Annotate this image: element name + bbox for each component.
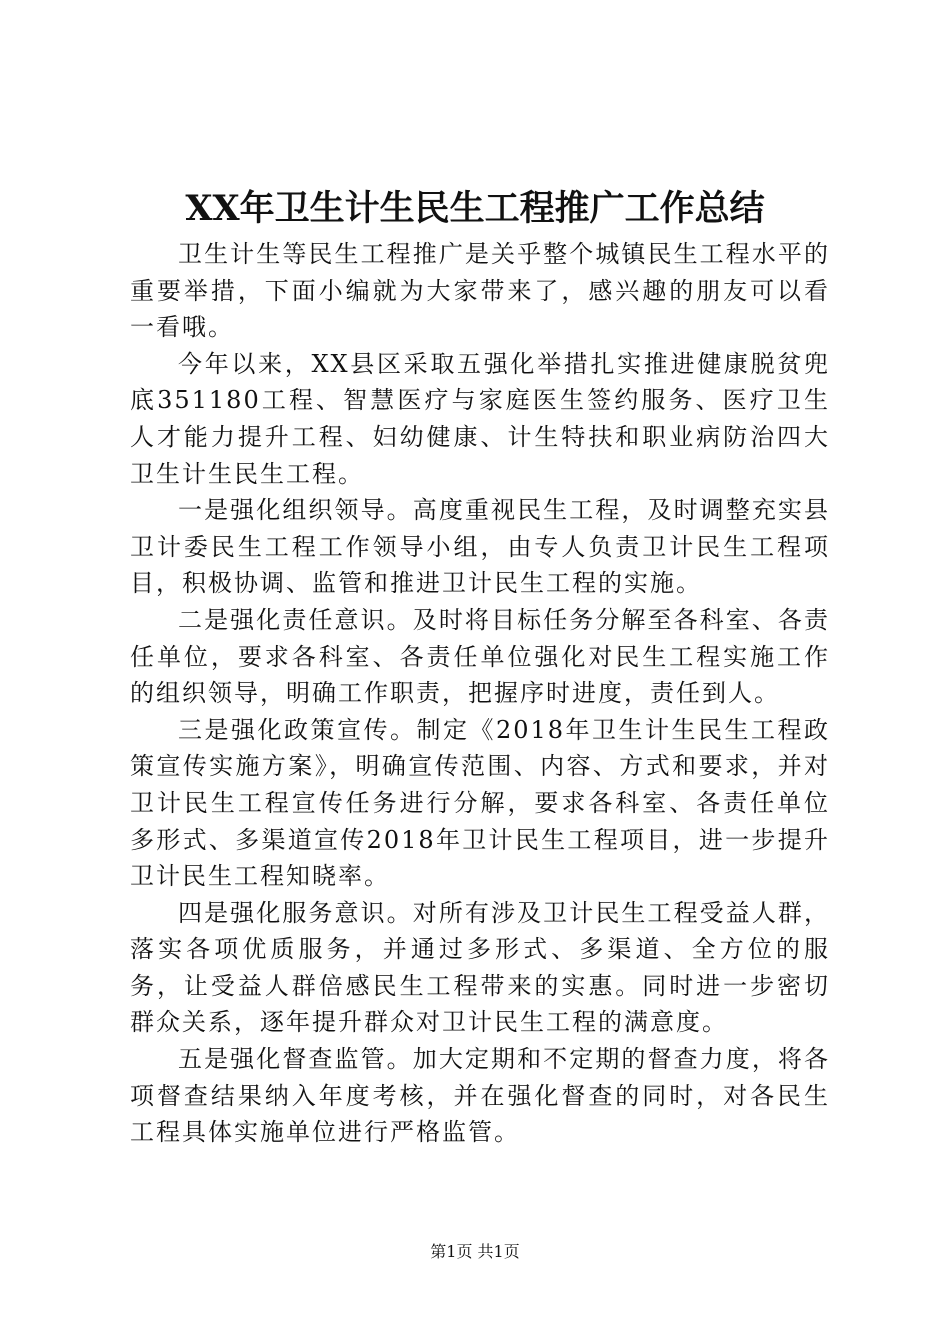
paragraph-overview: 今年以来，XX县区采取五强化举措扎实推进健康脱贫兜底351180工程、智慧医疗与家庭医生签约服务、医疗卫生人才能力提升工程、妇幼健康、计生特扶和职业病防治四大卫生计生民生工程。 [130, 349, 830, 488]
paragraph-measure-3: 三是强化政策宣传。制定《2018年卫生计生民生工程政策宣传实施方案》，明确宣传范围、内容、方式和要求，并对卫计民生工程宣传任务进行分解，要求各科室、各责任单位多形式、多渠道宣传2018年卫计民生工程项目，进一步提升卫计民生工程知晓率。 [130, 715, 830, 891]
paragraph-measure-1: 一是强化组织领导。高度重视民生工程，及时调整充实县卫计委民生工程工作领导小组，由专人负责卫计民生工程项目，积极协调、监管和推进卫计民生工程的实施。 [130, 496, 830, 598]
paragraph-measure-2: 二是强化责任意识。及时将目标任务分解至各科室、各责任单位，要求各科室、各责任单位强化对民生工程实施工作的组织领导，明确工作职责，把握序时进度，责任到人。 [130, 605, 830, 708]
paragraph-intro: 卫生计生等民生工程推广是关乎整个城镇民生工程水平的重要举措，下面小编就为大家带来了，感兴趣的朋友可以看一看哦。 [130, 240, 830, 342]
document-body [130, 236, 830, 1151]
page-footer: 第1页 共1页 [430, 1242, 520, 1261]
paragraph-measure-4: 四是强化服务意识。对所有涉及卫计民生工程受益人群，落实各项优质服务，并通过多形式、多渠道、全方位的服务，让受益人群倍感民生工程带来的实惠。同时进一步密切群众关系，逐年提升群众对卫计民生工程的满意度。 [130, 898, 830, 1037]
paragraph-measure-5: 五是强化督查监管。加大定期和不定期的督查力度，将各项督查结果纳入年度考核，并在强化督查的同时，对各民生工程具体实施单位进行严格监管。 [130, 1045, 830, 1147]
document-title: XX年卫生计生民生工程推广工作总结 [185, 188, 765, 229]
